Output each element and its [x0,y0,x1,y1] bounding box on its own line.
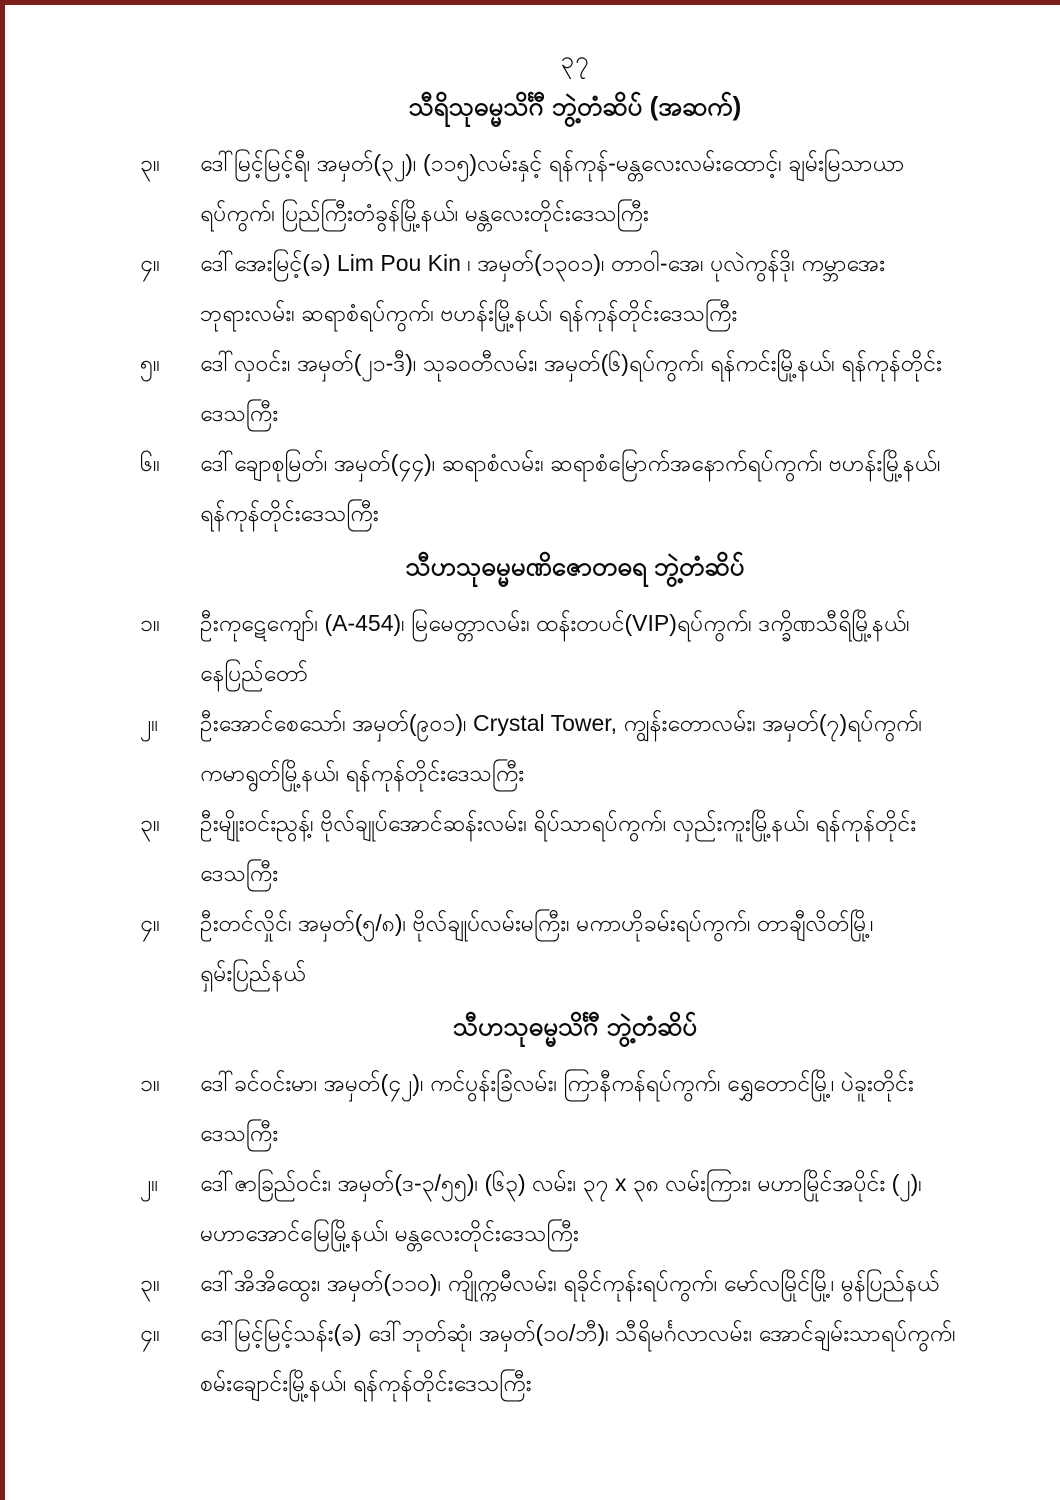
item-number: ၃။ [140,150,160,176]
item-number: ၄။ [140,1320,160,1346]
item-number: ၆။ [140,450,160,476]
list-item [140,1058,1010,1158]
page-edge-line-left [0,0,5,1500]
list-item [140,1308,1010,1408]
item-number: ၂။ [140,1170,159,1196]
item-number: ၅။ [140,350,160,376]
item-text-line: ဒေသကြီး [200,1120,279,1146]
item-number: ၁။ [140,610,160,636]
list-item [140,438,1010,538]
item-text-line: ဦးအောင်စေသော်၊ အမှတ်(၉၀၁)၊ Crystal Tower, ကျွန်းတောလမ်း၊ အမှတ်(၇)ရပ်ကွက်၊ [200,710,923,736]
item-text-line: ဒေသကြီး [200,860,279,886]
item-number: ၄။ [140,250,160,276]
section-heading: သီဟသုဓမ္မမဏိဇောတဓရ ဘွဲ့တံဆိပ် [405,551,745,581]
item-text-line: ဒေသကြီး [200,400,279,426]
section-siri-thudhamma-theingi [140,82,1010,538]
item-text-line: ဒေါ်မြင့်မြင့်သန်း(ခ) ဒေါ်ဘုတ်ဆုံ၊ အမှတ်(၁၀/ဘီ)၊ သီရိမင်္ဂလာလမ်း၊ အောင်ချမ်းသာရပ်ကွက်၊ [200,1320,956,1346]
item-number: ၁။ [140,1070,160,1096]
item-text-line: ဘုရားလမ်း၊ ဆရာစံရပ်ကွက်၊ ဗဟန်းမြို့နယ်၊ ရန်ကုန်တိုင်းဒေသကြီး [200,300,738,326]
item-text-line: ရန်ကုန်တိုင်းဒေသကြီး [200,500,379,526]
list-item [140,598,1010,698]
item-number: ၃။ [140,810,160,836]
list-item [140,1158,1010,1258]
item-text-line: ရှမ်းပြည်နယ် [200,960,306,986]
section-heading: သီဟသုဓမ္မသိင်္ဂီ ဘွဲ့တံဆိပ် [452,1011,698,1041]
item-text-line: ဒေါ်ခင်ဝင်းမာ၊ အမှတ်(၄၂)၊ ကင်ပွန်းခြံလမ်း၊ ကြာနီကန်ရပ်ကွက်၊ ရွှေတောင်မြို့၊ ပဲခူးတိုင်း [200,1070,914,1096]
item-number: ၄။ [140,910,160,936]
list-item [140,898,1010,998]
item-text-line: ဒေါ်အေးမြင့်(ခ) Lim Pou Kin ၊ အမှတ်(၁၃၀၁)၊ တာဝါ-အေ၊ ပုလဲကွန်ဒို၊ ကမ္ဘာအေး [200,250,885,276]
item-text-line: ဦးတင်လှိုင်၊ အမှတ်(၅/၈)၊ ဗိုလ်ချုပ်လမ်းမကြီး၊ မကာဟိုခမ်းရပ်ကွက်၊ တာချီလိတ်မြို့၊ [200,910,874,936]
item-text-line: ကမာရွတ်မြို့နယ်၊ ရန်ကုန်တိုင်းဒေသကြီး [200,760,525,786]
item-text-line: ရပ်ကွက်၊ ပြည်ကြီးတံခွန်မြို့နယ်၊ မန္တလေးတိုင်းဒေသကြီး [200,200,649,226]
item-text-line: ဒေါ်ဇာခြည်ဝင်း၊ အမှတ်(ဒ-၃/၅၅)၊ (၆၃) လမ်း၊ ၃၇ x ၃၈ လမ်းကြား၊ မဟာမြိုင်အပိုင်း (၂)၊ [200,1170,922,1196]
section-thiha-thudhamma-mani-zawtadara [140,542,1010,998]
list-item [140,238,1010,338]
list-item [140,138,1010,238]
list-item [140,698,1010,798]
item-text-line: ဒေါ်ချောစုမြတ်၊ အမှတ်(၄၄)၊ ဆရာစံလမ်း၊ ဆရာစံမြောက်အနောက်ရပ်ကွက်၊ ဗဟန်းမြို့နယ်၊ [200,450,941,476]
item-text-line: ဒေါ်မြင့်မြင့်ရီ၊ အမှတ်(၃၂)၊ (၁၁၅)လမ်းနှင့် ရန်ကုန်-မန္တလေးလမ်းထောင့်၊ ချမ်းမြသာယာ [200,150,905,176]
item-text-line: စမ်းချောင်းမြို့နယ်၊ ရန်ကုန်တိုင်းဒေသကြီး [200,1370,532,1396]
item-text-line: ဒေါ်လှဝင်း၊ အမှတ်(၂၁-ဒီ)၊ သုခဝတီလမ်း၊ အမှတ်(၆)ရပ်ကွက်၊ ရန်ကင်းမြို့နယ်၊ ရန်ကုန်တိုင်း [200,350,942,376]
item-text-line: နေပြည်တော် [200,660,308,686]
list-item [140,1258,1010,1308]
item-number: ၂။ [140,710,159,736]
item-text-line: ဦးကုဋေကျော်၊ (A-454)၊ မြမေတ္တာလမ်း၊ ထန်းတပင်(VIP)ရပ်ကွက်၊ ဒက္ခိဏသီရိမြို့နယ်၊ [200,610,910,636]
section-thiha-thudhamma-theingi [140,1002,1010,1408]
page-edge-line-top [0,0,1060,5]
item-text-line: မဟာအောင်မြေမြို့နယ်၊ မန္တလေးတိုင်းဒေသကြီး [200,1220,579,1246]
item-text-line: ဦးမျိုးဝင်းညွန့်၊ ဗိုလ်ချုပ်အောင်ဆန်းလမ်း၊ ရိပ်သာရပ်ကွက်၊ လှည်းကူးမြို့နယ်၊ ရန်ကုန်တိုင်း [200,810,917,836]
section-heading: သီရိသုဓမ္မသိင်္ဂီ ဘွဲ့တံဆိပ် (အဆက်) [408,91,742,121]
item-text-line: ဒေါ်အိအိထွေး၊ အမှတ်(၁၁၀)၊ ကျိုက္ကမီလမ်း၊ ရခိုင်ကုန်းရပ်ကွက်၊ မော်လမြိုင်မြို့၊ မွန်ပြည်နယ် [200,1270,940,1296]
list-item [140,798,1010,898]
page-number: ၃၇ [560,47,590,74]
item-number: ၃။ [140,1270,160,1296]
list-item [140,338,1010,438]
